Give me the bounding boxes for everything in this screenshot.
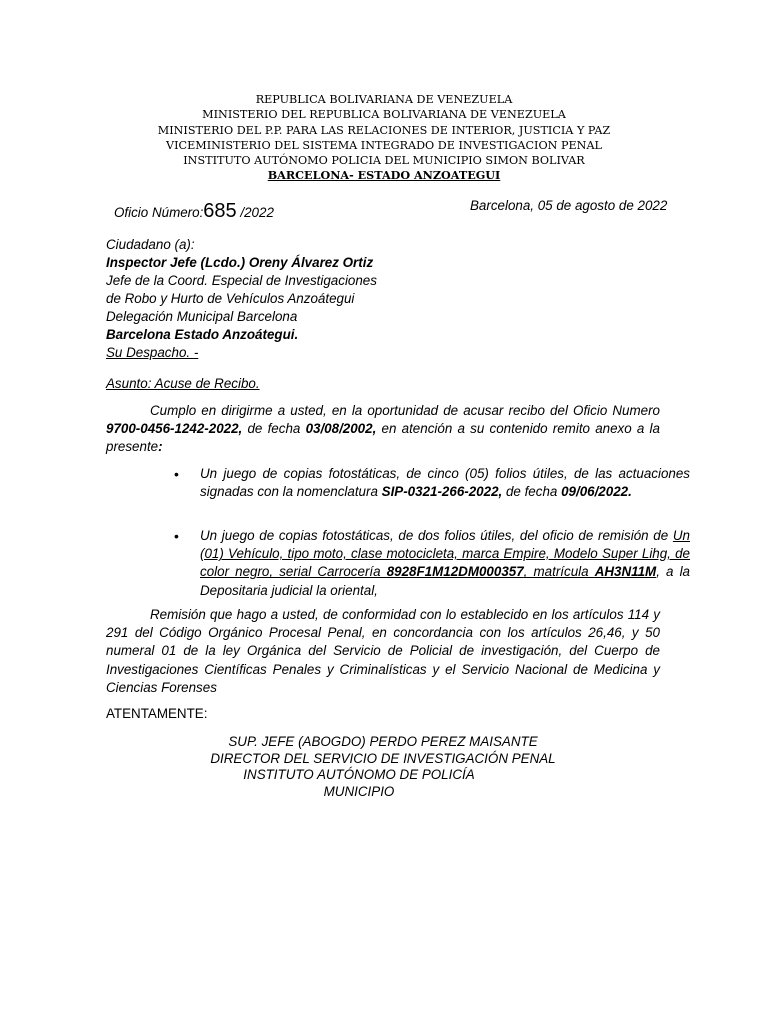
p1-colon: :: [158, 439, 163, 455]
subject-line: Asunto: Acuse de Recibo.: [106, 376, 260, 391]
letter-date: Barcelona, 05 de agosto de 2022: [470, 198, 668, 213]
bullet-icon: •: [174, 528, 179, 544]
header-location: BARCELONA- ESTADO ANZOATEGUI: [267, 168, 501, 183]
oficio-fecha-ref: 03/08/2002,: [305, 421, 377, 437]
closing-salutation: ATENTAMENTE:: [106, 706, 208, 721]
signatory-institution: INSTITUTO AUTÓNOMO DE POLICÍA: [243, 767, 475, 783]
signatory-name: SUP. JEFE (ABOGDO) PERDO PEREZ MAISANTE: [228, 734, 538, 749]
body-paragraph-1: [106, 402, 660, 457]
list-item: [172, 527, 690, 600]
header-line: VICEMINISTERIO DEL SISTEMA INTEGRADO DE INVESTIGACION PENAL: [166, 138, 602, 152]
vehicle-description: , matrícula: [523, 564, 595, 580]
p1-text: Cumplo en dirigirme a usted, en la oportunidad de acusar recibo del Oficio Numero: [150, 403, 660, 418]
p2-text: Remisión que hago a usted, de conformidad con lo establecido en los artículos 114 y 291 del Código Orgánico Procesal Penal, en concordancia con los artículos 26,46, y 50 numeral 01 de la ley Orgánica del Servicio de Policial de investigación, del Cuerpo de Investigaciones Científicas Penales y Criminalísticas y el Servicio Nacional de Medicina y Ciencias Forenses: [106, 607, 660, 695]
body-paragraph-2: [106, 606, 660, 697]
vehicle-plate: AH3N11M: [594, 564, 657, 580]
p1-text: de fecha: [242, 421, 306, 437]
addressee-name: Inspector Jefe (Lcdo.) Oreny Álvarez Ortiz: [106, 255, 374, 270]
header-line: MINISTERIO DEL P.P. PARA LAS RELACIONES DE INTERIOR, JUSTICIA Y PAZ: [157, 123, 611, 137]
addressee-title: Jefe de la Coord. Especial de Investigaciones: [106, 273, 377, 288]
oficio-numero-ref: 9700-0456-1242-2022,: [106, 421, 243, 437]
bullet1-text: de fecha: [502, 484, 562, 500]
vehicle-serial: 8928F1M12DM000357: [386, 564, 524, 580]
oficio-label: Oficio Número:: [114, 205, 204, 220]
addressee-salutation: Ciudadano (a):: [106, 237, 195, 252]
bullet2-text: , a la Depositaria judicial la oriental,: [200, 564, 691, 598]
oficio-reference: [114, 200, 274, 223]
addressee-despacho: Su Despacho. -: [106, 345, 199, 360]
addressee-title: de Robo y Hurto de Vehículos Anzoátegui: [106, 291, 355, 306]
header-line: REPUBLICA BOLIVARIANA DE VENEZUELA: [255, 93, 513, 106]
header-line: INSTITUTO AUTÓNOMO POLICIA DEL MUNICIPIO SIMON BOLIVAR: [183, 154, 585, 168]
addressee-location: Barcelona Estado Anzoátegui.: [106, 327, 299, 342]
bullet2-text: Un juego de copias fotostáticas, de dos folios útiles, del oficio de remisión de: [200, 528, 673, 543]
oficio-year: /2022: [236, 205, 274, 220]
nomenclatura-ref: SIP-0321-266-2022,: [381, 484, 503, 500]
bullet1-date: 09/06/2022.: [561, 484, 632, 500]
signature-block: [106, 734, 660, 800]
bullet1-text: Un juego de copias fotostáticas, de cinco (05) folios útiles, de las actuaciones signadas con la nomenclatura: [200, 466, 690, 500]
header-line: MINISTERIO DEL REPUBLICA BOLIVARIANA DE VENEZUELA: [202, 108, 566, 122]
addressee-office: Delegación Municipal Barcelona: [106, 309, 298, 324]
letterhead: [0, 92, 768, 184]
signatory-municipality: MUNICIPIO: [323, 783, 395, 799]
addressee-block: [106, 236, 377, 362]
vehicle-description: Un (01) Vehículo, tipo moto, clase motocicleta, marca Empire, Modelo Super Lihg, de color negro, serial Carrocería: [200, 528, 690, 580]
list-item: [172, 465, 690, 501]
signatory-position: DIRECTOR DEL SERVICIO DE INVESTIGACIÓN PENAL: [210, 750, 556, 766]
bullet-icon: •: [174, 466, 179, 482]
oficio-number: 685: [203, 200, 237, 222]
p1-text: en atención a su contenido remito anexo a la presente: [106, 421, 660, 455]
